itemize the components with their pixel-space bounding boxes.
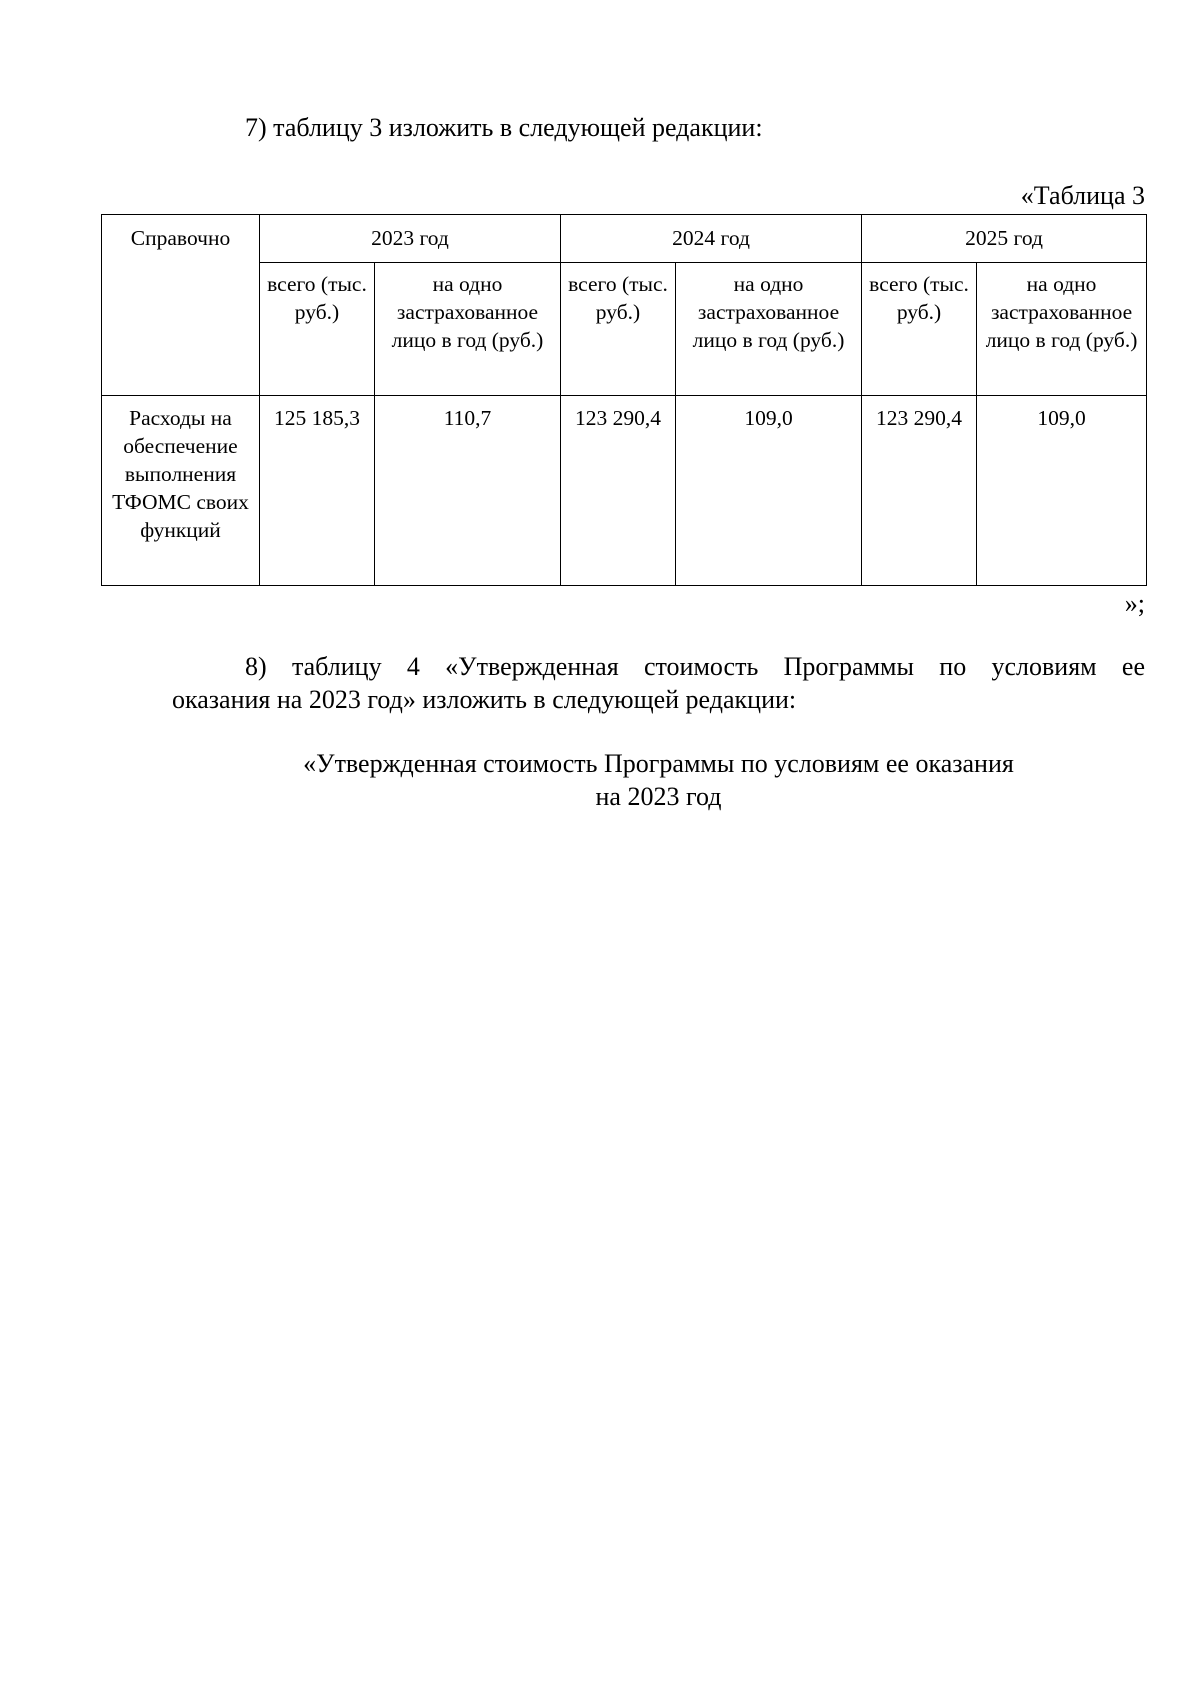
subheader-total-2023: всего (тыс. руб.) [260, 263, 375, 396]
item-8-line-2: оказания на 2023 год» изложить в следующей редакции: [172, 685, 797, 714]
header-year-2023: 2023 год [260, 215, 561, 263]
value-per-person-2023: 110,7 [375, 396, 561, 586]
value-per-person-2024: 109,0 [676, 396, 862, 586]
item-7-intro: 7) таблицу 3 изложить в следующей редакции: [245, 113, 763, 142]
item-8-paragraph [172, 650, 1145, 716]
row-label: Расходы на обеспечение выполнения ТФОМС своих функций [102, 396, 260, 586]
subheader-total-2025: всего (тыс. руб.) [862, 263, 977, 396]
subheader-per-person-2024: на одно застрахованное лицо в год (руб.) [676, 263, 862, 396]
header-reference: Справочно [102, 215, 260, 396]
header-year-2024: 2024 год [561, 215, 862, 263]
value-total-2023: 125 185,3 [260, 396, 375, 586]
subheader-total-2024: всего (тыс. руб.) [561, 263, 676, 396]
subheader-per-person-2023: на одно застрахованное лицо в год (руб.) [375, 263, 561, 396]
table-row [102, 396, 1147, 586]
item-8-line-1: 8) таблицу 4 «Утвержденная стоимость Программы по условиям ее [245, 652, 1145, 681]
heading-line-1: «Утвержденная стоимость Программы по условиям ее оказания [303, 749, 1014, 778]
subheader-per-person-2025: на одно застрахованное лицо в год (руб.) [977, 263, 1147, 396]
value-total-2025: 123 290,4 [862, 396, 977, 586]
value-total-2024: 123 290,4 [561, 396, 676, 586]
value-per-person-2025: 109,0 [977, 396, 1147, 586]
table-4-heading [172, 747, 1145, 813]
closing-quote: »; [1124, 589, 1145, 618]
header-year-2025: 2025 год [862, 215, 1147, 263]
table-3-label: «Таблица 3 [1020, 181, 1145, 210]
heading-line-2: на 2023 год [595, 782, 722, 811]
table-3 [101, 214, 1147, 586]
